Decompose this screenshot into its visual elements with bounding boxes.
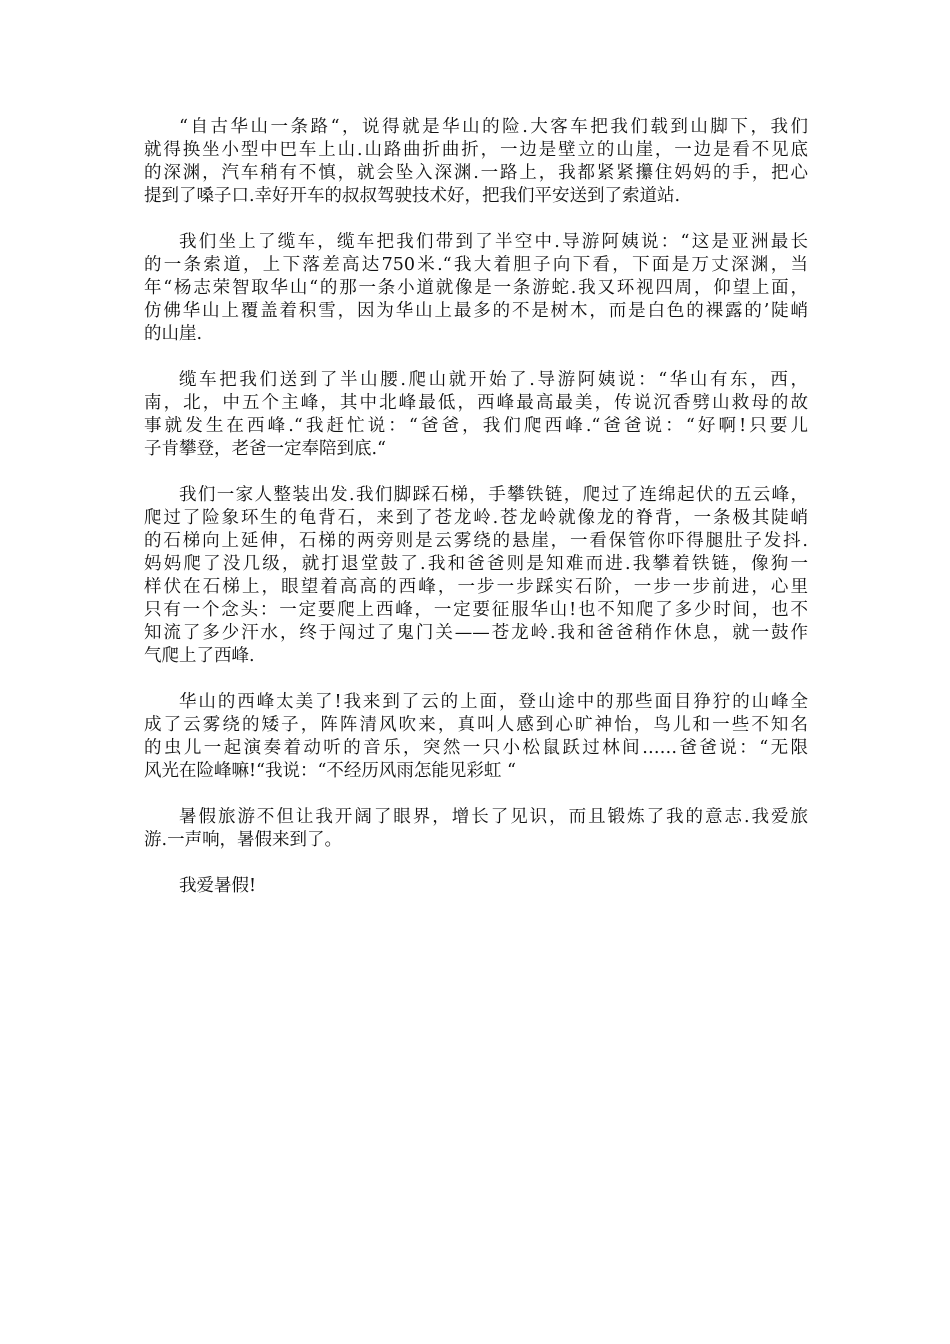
paragraph [144, 806, 808, 852]
paragraph [144, 875, 808, 898]
paragraph-line: 的石梯向上延伸，石梯的两旁则是云雾绕的悬崖，一看保管你吓得腿肚子发抖. [144, 531, 808, 551]
paragraph-line: 华山的西峰太美了!我来到了云的上面，登山途中的那些面目狰狞的山峰全 [179, 692, 808, 712]
paragraph-line: 只有一个念头：一定要爬上西峰，一定要征服华山!也不知爬了多少时间，也不 [144, 600, 808, 620]
paragraph-line: 南，北，中五个主峰，其中北峰最低，西峰最高最美，传说沉香劈山救母的故 [144, 393, 808, 413]
paragraph-line: 年“杨志荣智取华山“的那一条小道就像是一条游蛇.我又环视四周，仰望上面， [144, 278, 808, 298]
paragraph-line: 爬过了险象环生的龟背石，来到了苍龙岭.苍龙岭就像龙的脊背，一条极其陡峭 [144, 508, 808, 528]
paragraph-line: 游.一声响，暑假来到了。 [144, 830, 343, 850]
paragraph-line: 成了云雾绕的矮子，阵阵清风吹来，真叫人感到心旷神怡，鸟儿和一些不知名 [144, 715, 808, 735]
paragraph-line: 子肯攀登，老爸一定奉陪到底.“ [144, 439, 387, 459]
paragraph-line: 我爱暑假! [179, 876, 257, 896]
paragraph-line: 的深渊，汽车稍有不慎，就会坠入深渊.一路上，我都紧紧攥住妈妈的手，把心 [144, 163, 808, 183]
paragraph-line: 缆车把我们送到了半山腰.爬山就开始了.导游阿姨说：“华山有东，西， [179, 370, 808, 390]
paragraph-line: 妈妈爬了没几级，就打退堂鼓了.我和爸爸则是知难而进.我攀着铁链，像狗一 [144, 554, 808, 574]
paragraph-line: 事就发生在西峰.“我赶忙说：“爸爸，我们爬西峰.“爸爸说：“好啊!只要儿 [144, 416, 808, 436]
paragraph-line: 样伏在石梯上，眼望着高高的西峰，一步一步踩实石阶，一步一步前进，心里 [144, 577, 808, 597]
paragraph-line: 的山崖. [144, 324, 203, 344]
paragraph-line: 知流了多少汗水，终于闯过了鬼门关——苍龙岭.我和爸爸稍作休息，就一鼓作 [144, 623, 808, 643]
paragraph-line: “自古华山一条路“，说得就是华山的险.大客车把我们载到山脚下，我们 [179, 117, 808, 137]
paragraph [144, 484, 808, 668]
paragraph-line: 提到了嗓子口.幸好开车的叔叔驾驶技术好，把我们平安送到了索道站. [144, 186, 681, 206]
paragraph-line: 仿佛华山上覆盖着积雪，因为华山上最多的不是树木，而是白色的裸露的’陡峭 [144, 301, 808, 321]
paragraph [144, 231, 808, 346]
paragraph-line: 气爬上了西峰. [144, 646, 255, 666]
paragraph [144, 116, 808, 208]
paragraph-line: 暑假旅游不但让我开阔了眼界，增长了见识，而且锻炼了我的意志.我爱旅 [179, 807, 808, 827]
paragraph [144, 369, 808, 461]
paragraph-line: 就得换坐小型中巴车上山.山路曲折曲折，一边是壁立的山崖，一边是看不见底 [144, 140, 808, 160]
paragraph-line: 的一条索道，上下落差高达750米.“我大着胆子向下看，下面是万丈深渊，当 [144, 255, 808, 275]
paragraph-line: 的虫儿一起演奏着动听的音乐，突然一只小松鼠跃过林间……爸爸说：“无限 [144, 738, 808, 758]
paragraph-line: 风光在险峰嘛!“我说：“不经历风雨怎能见彩虹 “ [144, 761, 516, 781]
paragraph [144, 691, 808, 783]
paragraph-line: 我们一家人整装出发.我们脚踩石梯，手攀铁链，爬过了连绵起伏的五云峰， [179, 485, 808, 505]
paragraph-line: 我们坐上了缆车，缆车把我们带到了半空中.导游阿姨说：“这是亚洲最长 [179, 232, 808, 252]
document-body [144, 116, 808, 921]
